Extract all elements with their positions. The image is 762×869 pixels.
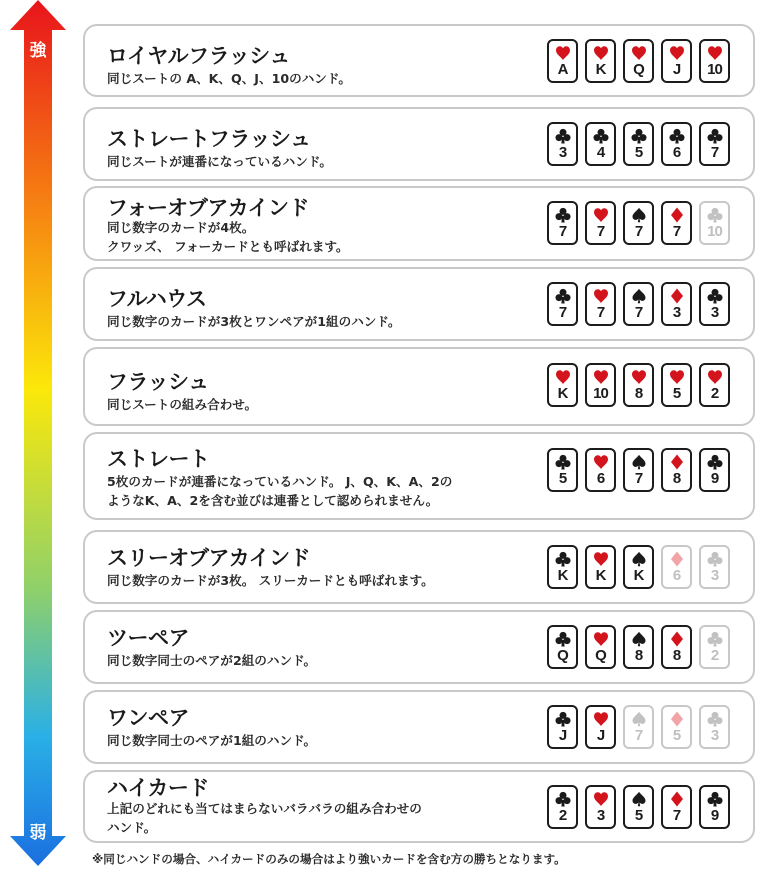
hand-description-line: 同じスートの A、K、Q、J、10のハンド。 <box>107 71 351 86</box>
card-rank: 8 <box>672 470 681 487</box>
hand-row <box>83 770 755 843</box>
hand-title: フラッシュ <box>107 370 209 394</box>
playing-card <box>623 448 654 492</box>
heart-icon <box>587 551 614 567</box>
card-rank: 3 <box>596 807 605 824</box>
playing-card <box>699 545 730 589</box>
playing-card <box>623 122 654 166</box>
club-icon <box>587 128 614 144</box>
hand-description-line: 5枚のカードが連番になっているハンド。 J、Q、K、A、2の <box>107 474 453 489</box>
card-rank: 6 <box>672 144 681 161</box>
club-icon <box>549 551 576 567</box>
hand-description <box>107 218 349 256</box>
card-rank: 7 <box>596 304 605 321</box>
card-rank: 8 <box>634 385 643 402</box>
playing-card <box>585 363 616 407</box>
hand-title: ストレート <box>107 447 210 471</box>
heart-icon <box>701 369 728 385</box>
hand-title: ツーペア <box>107 626 189 650</box>
playing-card <box>699 282 730 326</box>
hand-description <box>107 395 257 414</box>
card-rank: 8 <box>672 647 681 664</box>
hand-row <box>83 610 755 684</box>
heart-icon <box>587 207 614 223</box>
card-rank: K <box>633 567 644 584</box>
card-rank: 7 <box>710 144 719 161</box>
playing-card <box>699 39 730 83</box>
playing-card <box>699 201 730 245</box>
hand-description-line: クワッズ、 フォーカードとも呼ばれます。 <box>107 239 349 254</box>
hand-title: スリーオブアカインド <box>107 546 311 570</box>
playing-card <box>547 625 578 669</box>
heart-icon <box>587 631 614 647</box>
hand-row <box>83 186 755 261</box>
playing-card <box>623 282 654 326</box>
card-rank: 3 <box>710 304 719 321</box>
card-rank: K <box>557 567 568 584</box>
card-rank: Q <box>595 647 606 664</box>
club-icon <box>549 631 576 647</box>
hand-row <box>83 530 755 604</box>
card-rank: 10 <box>707 223 722 240</box>
heart-icon <box>587 454 614 470</box>
club-icon <box>701 711 728 727</box>
example-cards <box>547 282 730 326</box>
hand-description-line: 同じスートの組み合わせ。 <box>107 397 258 412</box>
club-icon <box>549 454 576 470</box>
club-icon <box>549 791 576 807</box>
example-cards <box>547 122 730 166</box>
card-rank: 10 <box>707 61 722 78</box>
playing-card <box>623 545 654 589</box>
hand-description-line: 同じ数字のカードが3枚。 スリーカードとも呼ばれます。 <box>107 573 434 588</box>
hand-description-line: 同じ数字同士のペアが1組のハンド。 <box>107 733 317 748</box>
spade-icon <box>625 207 652 223</box>
club-icon <box>701 791 728 807</box>
heart-icon <box>625 369 652 385</box>
hand-row <box>83 267 755 341</box>
hand-title: フォーオブアカインド <box>107 196 310 220</box>
card-rank: 9 <box>710 807 719 824</box>
card-rank: 2 <box>710 647 719 664</box>
example-cards <box>547 545 730 589</box>
strength-arrow <box>10 0 66 869</box>
playing-card <box>547 201 578 245</box>
club-icon <box>549 207 576 223</box>
heart-icon <box>587 711 614 727</box>
card-rank: K <box>595 61 606 78</box>
playing-card <box>547 785 578 829</box>
club-icon <box>701 551 728 567</box>
card-rank: J <box>672 61 681 78</box>
playing-card <box>661 39 692 83</box>
playing-card <box>623 201 654 245</box>
playing-card <box>623 625 654 669</box>
club-icon <box>701 288 728 304</box>
card-rank: 7 <box>596 223 605 240</box>
hand-ranking-list <box>83 0 755 869</box>
hand-title: ワンペア <box>107 706 189 730</box>
hand-description <box>107 69 351 88</box>
hand-description <box>107 472 452 510</box>
hand-title: フルハウス <box>107 287 207 311</box>
spade-icon <box>625 288 652 304</box>
club-icon <box>549 288 576 304</box>
card-rank: 7 <box>672 807 681 824</box>
hand-row <box>83 432 755 520</box>
card-rank: 3 <box>710 567 719 584</box>
playing-card <box>585 545 616 589</box>
card-rank: 3 <box>672 304 681 321</box>
playing-card <box>661 448 692 492</box>
playing-card <box>585 448 616 492</box>
playing-card <box>547 363 578 407</box>
playing-card <box>623 785 654 829</box>
card-rank: 3 <box>558 144 567 161</box>
playing-card <box>585 625 616 669</box>
playing-card <box>661 785 692 829</box>
playing-card <box>699 705 730 749</box>
example-cards <box>547 448 730 492</box>
example-cards <box>547 625 730 669</box>
heart-icon <box>549 45 576 61</box>
card-rank: Q <box>557 647 568 664</box>
playing-card <box>699 448 730 492</box>
playing-card <box>661 201 692 245</box>
hand-description <box>107 312 400 331</box>
hand-description <box>107 651 316 670</box>
card-rank: 8 <box>634 647 643 664</box>
strength-gradient-arrow <box>10 0 66 869</box>
heart-icon <box>625 45 652 61</box>
playing-card <box>699 785 730 829</box>
heart-icon <box>549 369 576 385</box>
card-rank: J <box>558 727 567 744</box>
example-cards <box>547 785 730 829</box>
spade-icon <box>625 551 652 567</box>
playing-card <box>547 39 578 83</box>
playing-card <box>585 201 616 245</box>
hand-description-line: ようなK、A、2を含む並びは連番として認められません。 <box>107 493 439 508</box>
card-rank: 7 <box>672 223 681 240</box>
playing-card <box>585 39 616 83</box>
playing-card <box>623 39 654 83</box>
playing-card <box>547 545 578 589</box>
playing-card <box>699 122 730 166</box>
card-rank: 6 <box>596 470 605 487</box>
hand-description-line: ハンド。 <box>107 820 157 835</box>
playing-card <box>661 545 692 589</box>
playing-card <box>699 625 730 669</box>
heart-icon <box>587 791 614 807</box>
club-icon <box>701 631 728 647</box>
playing-card <box>585 282 616 326</box>
weak-label: 弱 <box>29 823 47 843</box>
card-rank: 7 <box>558 223 567 240</box>
heart-icon <box>663 369 690 385</box>
card-rank: 7 <box>558 304 567 321</box>
playing-card <box>585 705 616 749</box>
playing-card <box>547 705 578 749</box>
hand-title: ロイヤルフラッシュ <box>107 44 290 68</box>
card-rank: 7 <box>634 470 643 487</box>
card-rank: 5 <box>672 385 681 402</box>
diamond-icon <box>663 551 690 567</box>
hand-description <box>107 571 434 590</box>
diamond-icon <box>663 711 690 727</box>
hand-description-line: 同じスートが連番になっているハンド。 <box>107 154 332 169</box>
card-rank: 2 <box>558 807 567 824</box>
card-rank: 4 <box>596 144 605 161</box>
strong-label: 強 <box>29 41 47 61</box>
hand-row <box>83 690 755 764</box>
card-rank: 5 <box>558 470 567 487</box>
card-rank: 7 <box>634 223 643 240</box>
club-icon <box>663 128 690 144</box>
club-icon <box>549 711 576 727</box>
hand-row <box>83 107 755 181</box>
playing-card <box>585 122 616 166</box>
playing-card <box>661 282 692 326</box>
footnote: ※同じハンドの場合、ハイカードのみの場合はより強いカードを含む方の勝ちとなります。 <box>92 852 566 866</box>
playing-card <box>585 785 616 829</box>
hand-title: ストレートフラッシュ <box>107 127 311 151</box>
card-rank: 3 <box>710 727 719 744</box>
club-icon <box>701 207 728 223</box>
card-rank: 5 <box>634 807 643 824</box>
playing-card <box>699 363 730 407</box>
heart-icon <box>701 45 728 61</box>
hand-description <box>107 731 316 750</box>
club-icon <box>625 128 652 144</box>
example-cards <box>547 201 730 245</box>
spade-icon <box>625 711 652 727</box>
playing-card <box>623 363 654 407</box>
card-rank: A <box>557 61 568 78</box>
playing-card <box>661 363 692 407</box>
playing-card <box>661 625 692 669</box>
club-icon <box>701 454 728 470</box>
heart-icon <box>587 45 614 61</box>
card-rank: 9 <box>710 470 719 487</box>
heart-icon <box>587 288 614 304</box>
playing-card <box>661 122 692 166</box>
playing-card <box>547 122 578 166</box>
diamond-icon <box>663 207 690 223</box>
spade-icon <box>625 631 652 647</box>
card-rank: 5 <box>634 144 643 161</box>
card-rank: K <box>595 567 606 584</box>
hand-row <box>83 24 755 97</box>
playing-card <box>623 705 654 749</box>
diamond-icon <box>663 288 690 304</box>
diamond-icon <box>663 631 690 647</box>
playing-card <box>661 705 692 749</box>
spade-icon <box>625 454 652 470</box>
hand-title: ハイカード <box>107 776 209 800</box>
playing-card <box>547 448 578 492</box>
club-icon <box>701 128 728 144</box>
diamond-icon <box>663 791 690 807</box>
club-icon <box>549 128 576 144</box>
card-rank: 7 <box>634 727 643 744</box>
spade-icon <box>625 791 652 807</box>
heart-icon <box>587 369 614 385</box>
card-rank: Q <box>633 61 644 78</box>
heart-icon <box>663 45 690 61</box>
example-cards <box>547 705 730 749</box>
diamond-icon <box>663 454 690 470</box>
example-cards <box>547 39 730 83</box>
card-rank: 2 <box>710 385 719 402</box>
hand-description-line: 同じ数字同士のペアが2組のハンド。 <box>107 653 317 668</box>
hand-description-line: 上記のどれにも当てはまらないバラバラの組み合わせの <box>107 801 422 816</box>
card-rank: 6 <box>672 567 681 584</box>
hand-description-line: 同じ数字のカードが4枚。 <box>107 220 255 235</box>
card-rank: 7 <box>634 304 643 321</box>
card-rank: 5 <box>672 727 681 744</box>
card-rank: J <box>596 727 605 744</box>
card-rank: 10 <box>593 385 608 402</box>
hand-description <box>107 799 422 837</box>
hand-description <box>107 152 332 171</box>
hand-description-line: 同じ数字のカードが3枚とワンペアが1組のハンド。 <box>107 314 401 329</box>
card-rank: K <box>557 385 568 402</box>
playing-card <box>547 282 578 326</box>
example-cards <box>547 363 730 407</box>
hand-row <box>83 347 755 426</box>
